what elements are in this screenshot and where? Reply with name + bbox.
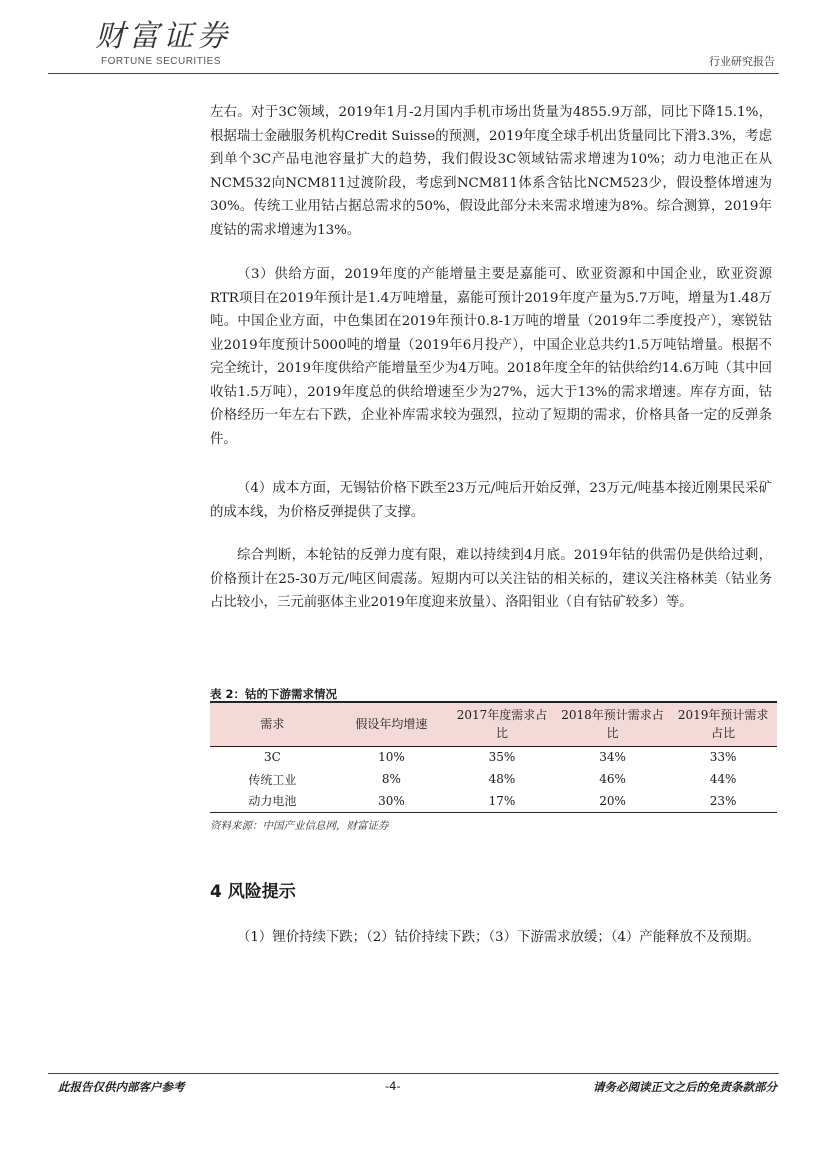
- document-type: 行业研究报告: [709, 55, 775, 68]
- logo-chinese: 财富证券: [95, 19, 231, 54]
- table-header-row: [210, 702, 777, 746]
- header-cell: 2017年度需求占比: [448, 702, 556, 746]
- table-cell: 3C: [263, 750, 281, 765]
- paragraph-4: [210, 544, 772, 615]
- paragraph-text: （3）供给方面，2019年度的产能增量主要是嘉能可、欧亚资源和中国企业，欧亚资源RTR项目在2019年预计是1.4万吨增量，嘉能可预计2019年度产量为5.7万吨，增量为1.48万吨。中国企业方面，中色集团在2019年预计0.8-1万吨的增量（2019年二季度投产），寒锐钴业2019年度预计5000吨的增量（2019年6月投产），中国企业总共约1.5万吨钴增量。根据不完全统计，2019年度供给产能增量至少为4万吨。2018年度全年的钴供给约14.6万吨（其中回收钴1.5万吨），2019年度总的供给增速至少为27%，远大于13%的需求增速。库存方面，钴价格经历一年左右下跌，企业补库需求较为强烈，拉动了短期的需求，价格具备一定的反弹条件。: [210, 267, 772, 447]
- table-cell: 35%: [488, 750, 516, 765]
- company-logo: [95, 20, 231, 67]
- paragraph-text: 左右。对于3C领域，2019年1月-2月国内手机市场出货量为4855.9万部，同比下降15.1%，根据瑞士金融服务机构Credit Suisse的预测，2019年度全球手机出货量同比下滑3.3%，考虑到单个3C产品电池容量扩大的趋势，我们假设3C领域钴需求增速为10%；动力电池正在从NCM532向NCM811过渡阶段，考虑到NCM811体系含钴比NCM523少，假设整体增速为30%。传统工业用钴占据总需求的50%，假设此部分未来需求增速为8%。综合测算，2019年度钴的需求增速为13%。: [210, 105, 772, 238]
- demand-table: [210, 701, 777, 813]
- header-divider: [48, 73, 779, 74]
- section-title: 4 风险提示: [210, 882, 296, 902]
- paragraph-text: （1）锂价持续下跌；（2）钴价持续下跌；（3）下游需求放缓；（4）产能释放不及预期。: [237, 930, 760, 945]
- footer-divider: [48, 1073, 779, 1074]
- table-cell: 46%: [599, 772, 626, 786]
- table-source: 资料来源：中国产业信息网，财富证券: [210, 820, 389, 832]
- table-cell: 44%: [709, 772, 737, 786]
- paragraph-2: [210, 263, 772, 451]
- paragraph-text: （4）成本方面，无锡钴价格下跌至23万元/吨后开始反弹，23万元/吨基本接近刚果民采矿的成本线，为价格反弹提供了支撑。: [210, 481, 772, 520]
- table-cell: 动力电池: [210, 790, 335, 812]
- page-header: [0, 0, 827, 80]
- table-caption: 表 2：钴的下游需求情况: [210, 687, 338, 701]
- table-row: [210, 790, 777, 812]
- paragraph-text: 综合判断，本轮钴的反弹力度有限，难以持续到4月底。2019年钴的供需仍是供给过剩，价格预计在25-30万元/吨区间震荡。短期内可以关注钴的相关标的，建议关注格林美（钴业务占比较小，三元前驱体主业2019年度迎来放量）、洛阳钼业（自有钴矿较多）等。: [210, 548, 772, 610]
- header-cell: 2018年预计需求占比: [556, 702, 669, 746]
- table-cell: 33%: [709, 750, 737, 765]
- table-cell: 8%: [381, 772, 401, 786]
- header-cell: 需求: [210, 702, 335, 746]
- footer-disclaimer-left: 此报告仅供内部客户参考: [58, 1080, 185, 1094]
- footer-disclaimer-right: 请务必阅读正文之后的免责条款部分: [593, 1080, 777, 1094]
- table-cell: 48%: [488, 772, 516, 786]
- table-row: [210, 768, 777, 790]
- table-cell: 34%: [599, 750, 626, 765]
- table-cell: 17%: [448, 790, 556, 812]
- header-cell: 假设年均增速: [335, 702, 448, 746]
- table-row: [210, 746, 777, 768]
- risk-paragraph: [210, 926, 772, 950]
- paragraph-3: [210, 477, 772, 524]
- table-cell: 30%: [335, 790, 448, 812]
- table-cell: 23%: [669, 790, 777, 812]
- logo-english: FORTUNE SECURITIES: [101, 56, 221, 67]
- paragraph-1: [210, 101, 772, 242]
- table-cell: 20%: [556, 790, 669, 812]
- table-cell: 传统工业: [248, 772, 297, 787]
- table-cell: 10%: [378, 750, 405, 765]
- header-cell: 2019年预计需求占比: [669, 702, 777, 746]
- page-number: -4-: [385, 1079, 401, 1093]
